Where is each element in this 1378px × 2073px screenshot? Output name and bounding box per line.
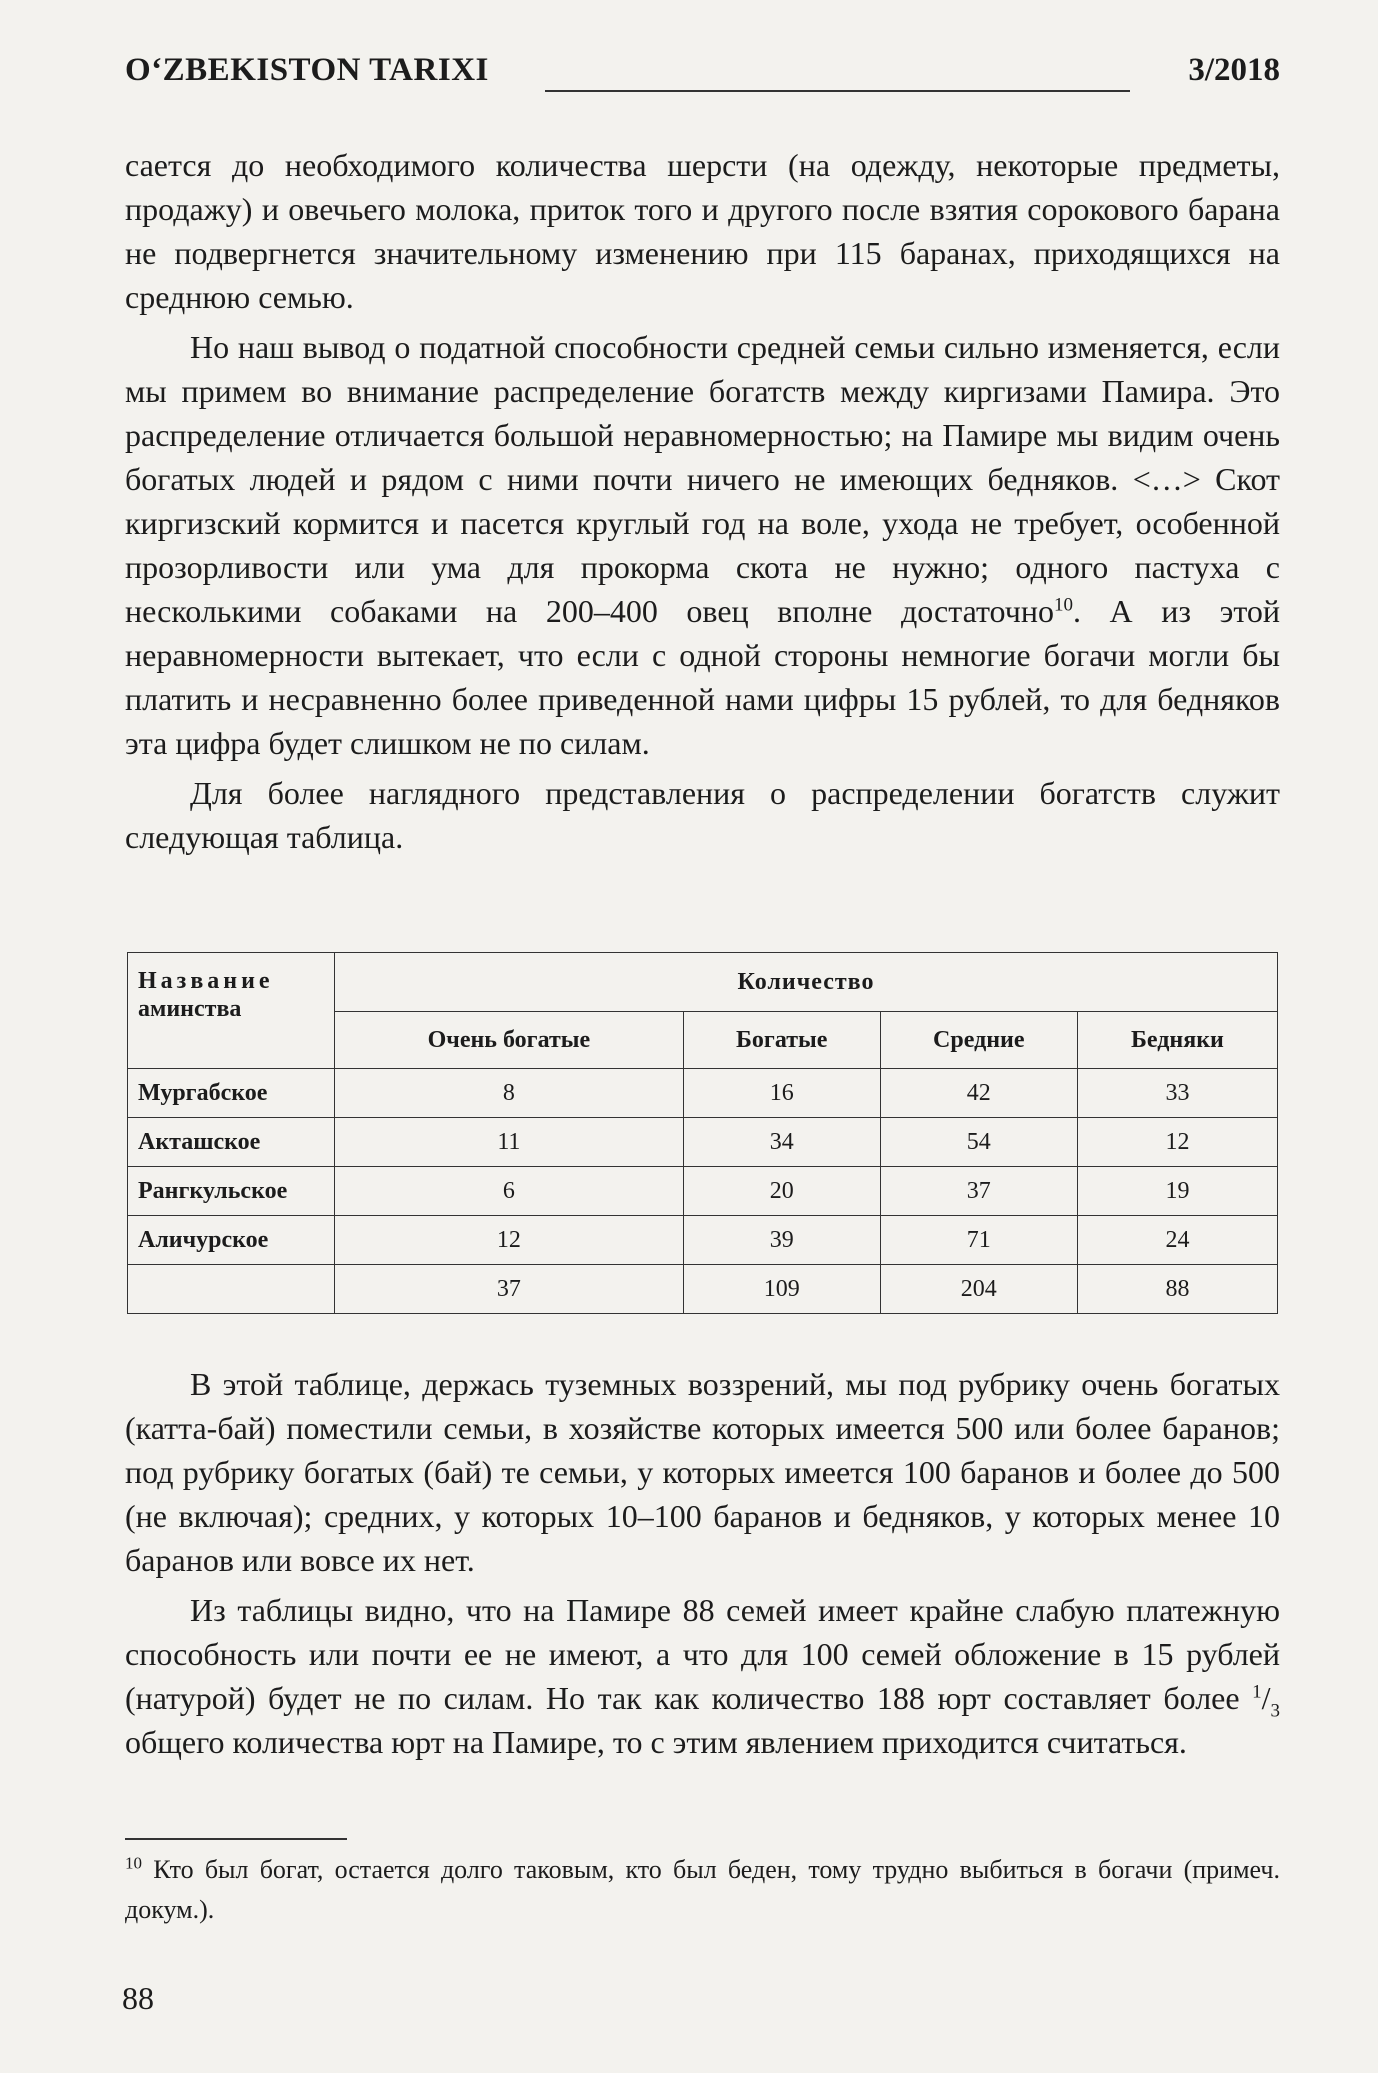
- footnote: [125, 1850, 1280, 1930]
- paragraph-conclusion: [125, 1588, 1280, 1764]
- table-cell: 20: [683, 1167, 880, 1216]
- table-row-name: [128, 1265, 335, 1314]
- table-cell: 11: [335, 1118, 684, 1167]
- page-number: 88: [122, 1980, 154, 2016]
- footnote-mark: 10: [125, 1853, 142, 1873]
- footnote-rule: [125, 1838, 347, 1840]
- table-cell: 33: [1077, 1069, 1277, 1118]
- table-cell: 71: [880, 1216, 1077, 1265]
- paragraph-table-explanation: В этой таблице, держась туземных воззрений, мы под рубрику очень богатых (катта-бай) поместили семьи, в хозяйстве которых имеется 500 или более баранов; под рубрику богатых (бай) те семьи, у которых имеется 100 баранов и более до 500 (не включая); средних, у которых 10–100 баранов и бедняков, у которых менее 10 баранов или вовсе их нет.: [125, 1366, 1280, 1578]
- table-cell: 37: [335, 1265, 684, 1314]
- table-header-name: [128, 953, 335, 1069]
- paragraph-distribution: [125, 325, 1280, 765]
- table-row-name: Аличурское: [128, 1216, 335, 1265]
- table-cell: 24: [1077, 1216, 1277, 1265]
- table-cell: 6: [335, 1167, 684, 1216]
- table-header-quantity: Количество: [335, 953, 1278, 1012]
- header-rule: [545, 90, 1130, 92]
- table-cell: 37: [880, 1167, 1077, 1216]
- table-cell: 12: [1077, 1118, 1277, 1167]
- issue-number: 3/2018: [1188, 52, 1280, 88]
- running-header: [125, 52, 1280, 98]
- journal-title: O‘ZBEKISTON TARIXI: [125, 52, 489, 88]
- body-text-bottom: [125, 1362, 1280, 1770]
- table-header-name-line2: аминства: [138, 996, 242, 1022]
- table-column-header: Средние: [880, 1012, 1077, 1069]
- table-row-name: Мургабское: [128, 1069, 335, 1118]
- fraction-numerator: 1: [1252, 1681, 1262, 1703]
- paragraph-distribution-text-end: . А из этой неравномерности вытекает, что если с одной стороны немногие богачи могли бы платить и несравненно более приведенной нами цифры 15 рублей, то для бедняков эта цифра будет слишком не по силам.: [125, 593, 1281, 761]
- table-row: [128, 1069, 1278, 1118]
- wealth-table: [127, 952, 1278, 1314]
- table-cell: 39: [683, 1216, 880, 1265]
- paragraph-distribution-text: Но наш вывод о податной способности средней семьи сильно изменяется, если мы примем во внимание распределение богатств между киргизами Памира. Это распределение отличается большой неравномерностью; на Памире мы видим очень богатых людей и рядом с ними почти ничего не имеющих бедняков. <…> Скот киргизский кормится и пасется круглый год на воле, ухода не требует, особенной прозорливости или ума для прокорма скота не нужно; одного пастуха с несколькими собаками на 200–400 овец вполне достаточно: [125, 329, 1280, 629]
- table-column-header: Очень богатые: [335, 1012, 684, 1069]
- table-row: [128, 1167, 1278, 1216]
- table-cell: 19: [1077, 1167, 1277, 1216]
- footnote-ref: 10: [1053, 594, 1073, 616]
- fraction: $^1/_3$: [1252, 1680, 1280, 1722]
- table-column-header: Богатые: [683, 1012, 880, 1069]
- table-cell: 16: [683, 1069, 880, 1118]
- table-row-name: Рангкульское: [128, 1167, 335, 1216]
- table-header-name-line1: Название: [138, 968, 274, 994]
- table-cell: 12: [335, 1216, 684, 1265]
- paragraph-conclusion-text: Из таблицы видно, что на Памире 88 семей имеет крайне слабую платежную способность или почти ее не имеют, а что для 100 семей обложение в 15 рублей (натурой) будет не по силам. Но так как количество 188 юрт составляет более: [125, 1592, 1280, 1716]
- paragraph-conclusion-text-end: общего количества юрт на Памире, то с этим явлением приходится считаться.: [125, 1724, 1187, 1760]
- paragraph-continued: сается до необходимого количества шерсти (на одежду, некоторые предметы, продажу) и овечьего молока, приток того и другого после взятия сорокового барана не подвергнется значительному изменению при 115 баранах, приходящихся на среднюю семью.: [125, 147, 1280, 315]
- fraction-denominator: 3: [1270, 1700, 1280, 1722]
- table-row-total: [128, 1265, 1278, 1314]
- footnote-text: Кто был богат, остается долго таковым, кто был беден, тому трудно выбиться в богачи (примеч. докум.).: [125, 1855, 1280, 1924]
- table-cell: 204: [880, 1265, 1077, 1314]
- table-cell: 109: [683, 1265, 880, 1314]
- table-cell: 8: [335, 1069, 684, 1118]
- table-row: [128, 1216, 1278, 1265]
- table-cell: 54: [880, 1118, 1077, 1167]
- table-row: [128, 1118, 1278, 1167]
- table-column-header: Бедняки: [1077, 1012, 1277, 1069]
- table-cell: 34: [683, 1118, 880, 1167]
- table-cell: 42: [880, 1069, 1077, 1118]
- table-cell: 88: [1077, 1265, 1277, 1314]
- paragraph-table-intro: Для более наглядного представления о распределении богатств служит следующая таблица.: [125, 775, 1280, 855]
- body-text-top: [125, 143, 1280, 865]
- table-row-name: Акташское: [128, 1118, 335, 1167]
